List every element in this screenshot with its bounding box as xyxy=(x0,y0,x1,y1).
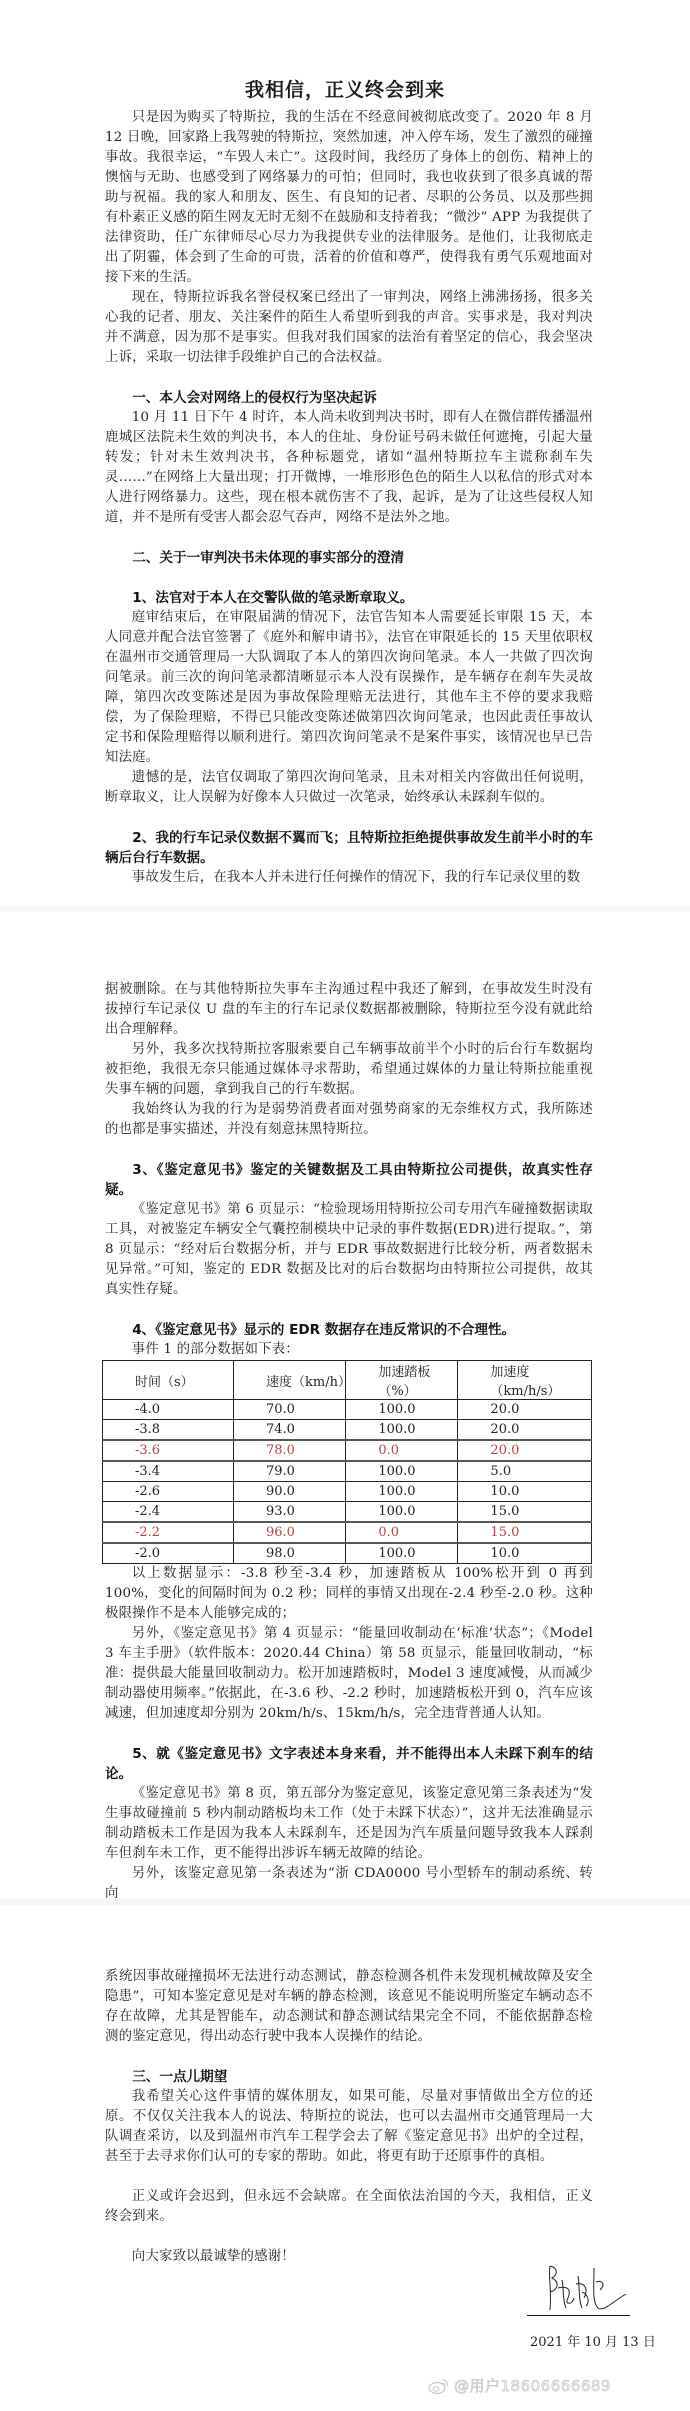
cell-acceleration: 5.0 xyxy=(458,1461,592,1482)
item-4-paragraph-2: 另外，《鉴定意见书》第 4 页显示：“能量回收制动在‘标准’状态”；《Model 3 车主手册》（软件版本：2020.44 China）第 58 页显示，能量回收制动，“标准：提供最大能量回收制动力。松开加速踏板时，Model 3 速度减慢，从而减少制动器使用频率。”依据此，在-3.6 秒、-2.2 秒时，加速踏板松开到 0，汽车应该减速，但加速度却分别为 20km/h/s、15km/h/s，完全违背普通人认知。 xyxy=(105,1626,593,1721)
table-header-row xyxy=(103,1361,592,1400)
page2-body xyxy=(105,980,593,1904)
section-3-heading: 三、一点儿期望 xyxy=(132,2069,228,2085)
cell-time: -3.4 xyxy=(103,1461,234,1482)
item-5-paragraph-2: 另外，该鉴定意见第一条表述为“浙 CDA0000 号小型轿车的制动系统、转向 xyxy=(105,1866,593,1901)
page3-body xyxy=(105,1967,593,2267)
weibo-watermark xyxy=(428,2375,611,2396)
column-header-speed: 速度（km/h） xyxy=(234,1361,346,1400)
cell-accelerator: 100.0 xyxy=(346,1420,458,1441)
cell-speed: 93.0 xyxy=(234,1502,346,1523)
item-1-heading: 1、法官对于本人在交警队做的笔录断章取义。 xyxy=(132,590,414,606)
table-row-highlighted xyxy=(103,1522,592,1543)
cell-accelerator: 100.0 xyxy=(346,1461,458,1482)
cell-accelerator: 100.0 xyxy=(346,1482,458,1502)
signature-date: 2021 年 10 月 13 日 xyxy=(530,2335,656,2350)
cell-time: -2.0 xyxy=(103,1543,234,1564)
item-5-paragraph-1: 《鉴定意见书》第 8 页，第五部分为鉴定意见，该鉴定意见第三条表述为“发生事故碰撞前 5 秒内制动踏板均未工作（处于未踩下状态）”，这并无法准确显示制动踏板未工作是因为我本人未踩刹车，还是因为汽车质量问题导致我本人踩刹车但刹车未工作，更不能得出涉诉车辆无故障的结论。 xyxy=(105,1786,593,1861)
signature-line xyxy=(527,2315,630,2316)
item-2-continuation: 据被删除。在与其他特斯拉失事车主沟通过程中我还了解到，在事故发生时没有拔掉行车记录仪 U 盘的车主的行车记录仪数据都被删除，特斯拉至今没有就此给出合理解释。 xyxy=(105,982,593,1037)
table-row xyxy=(103,1420,592,1441)
cell-time: -3.8 xyxy=(103,1420,234,1441)
item-5-heading: 5、就《鉴定意见书》文字表述本身来看，并不能得出本人未踩下刹车的结论。 xyxy=(105,1746,593,1782)
cell-acceleration: 20.0 xyxy=(458,1440,592,1461)
item-4-paragraph-1: 以上数据显示：-3.8 秒至-3.4 秒，加速踏板从 100%松开到 0 再到 100%，变化的间隔时间为 0.2 秒；同样的事情又出现在-2.4 秒至-2.0 秒。这种极限操作不是本人能够完成的； xyxy=(105,1566,593,1621)
cell-acceleration: 20.0 xyxy=(458,1420,592,1441)
table-caption: 事件 1 的部分数据如下表： xyxy=(131,1342,299,1357)
column-header-acceleration: 加速度（km/h/s） xyxy=(458,1361,592,1400)
cell-time: -2.6 xyxy=(103,1482,234,1502)
table-row-highlighted xyxy=(103,1440,592,1461)
edr-data-table xyxy=(102,1360,592,1564)
cell-speed: 74.0 xyxy=(234,1420,346,1441)
table-row xyxy=(103,1502,592,1523)
document-title: 我相信，正义终会到来 xyxy=(244,79,445,101)
handwritten-signature xyxy=(528,2258,633,2318)
cell-acceleration: 10.0 xyxy=(458,1482,592,1502)
column-header-accelerator: 加速踏板（%） xyxy=(346,1361,458,1400)
cell-acceleration: 20.0 xyxy=(458,1400,592,1420)
cell-acceleration: 15.0 xyxy=(458,1522,592,1543)
item-3-heading: 3、《鉴定意见书》鉴定的关键数据及工具由特斯拉公司提供，故真实性存疑。 xyxy=(105,1162,593,1198)
document-page-2 xyxy=(0,912,690,1899)
cell-speed: 70.0 xyxy=(234,1400,346,1420)
cell-accelerator: 100.0 xyxy=(346,1543,458,1564)
cell-time: -4.0 xyxy=(103,1400,234,1420)
page1-body xyxy=(105,108,593,888)
document-page-3 xyxy=(0,1905,690,2411)
table-row xyxy=(103,1400,592,1420)
cell-speed: 90.0 xyxy=(234,1482,346,1502)
cell-time: -3.6 xyxy=(103,1440,234,1461)
weibo-icon xyxy=(428,2377,450,2395)
cell-acceleration: 10.0 xyxy=(458,1543,592,1564)
intro-paragraph-2: 现在，特斯拉诉我名誉侵权案已经出了一审判决，网络上沸沸扬扬，很多关心我的记者、朋友、关注案件的陌生人希望听到我的声音。实事求是，我对判决并不满意，因为那不是事实。但我对我们国家的法治有着坚定的信心，我会坚决上诉，采取一切法律手段维护自己的合法权益。 xyxy=(105,290,593,365)
section-1-paragraph: 10 月 11 日下午 4 时许，本人尚未收到判决书时，即有人在微信群传播温州鹿城区法院未生效的判决书，本人的住址、身份证号码未做任何遮掩，引起大量转发；针对未生效判决书，各种标题党，诸如“温州特斯拉车主谎称刹车失灵……”在网络上大量出现；打开微博，一堆形形色色的陌生人以私信的形式对本人进行网络暴力。这些，现在根本就伤害不了我，起诉，是为了让这些侵权人知道，并不是所有受害人都会忍气吞声，网络不是法外之地。 xyxy=(105,410,593,525)
table-row xyxy=(103,1461,592,1482)
table-row xyxy=(103,1482,592,1502)
cell-acceleration: 15.0 xyxy=(458,1502,592,1523)
cell-accelerator: 0.0 xyxy=(346,1522,458,1543)
item-1-paragraph-2: 遗憾的是，法官仅调取了第四次询问笔录，且未对相关内容做出任何说明，断章取义，让人误解为好像本人只做过一次笔录，始终承认未踩刹车似的。 xyxy=(105,770,593,805)
item-4-heading: 4、《鉴定意见书》显示的 EDR 数据存在违反常识的不合理性。 xyxy=(132,1322,516,1338)
cell-speed: 79.0 xyxy=(234,1461,346,1482)
item-2-heading: 2、我的行车记录仪数据不翼而飞；且特斯拉拒绝提供事故发生前半小时的车辆后台行车数据。 xyxy=(105,830,593,866)
item-2-paragraph-2: 另外，我多次找特斯拉客服索要自己车辆事故前半个小时的后台行车数据均被拒绝，我很无奈只能通过媒体寻求帮助，希望通过媒体的力量让特斯拉能重视失事车辆的问题，拿到我自己的行车数据。 xyxy=(105,1042,593,1097)
cell-accelerator: 100.0 xyxy=(346,1400,458,1420)
document-page-1 xyxy=(0,0,690,906)
column-header-time: 时间（s） xyxy=(103,1361,234,1400)
thanks-line: 向大家致以最诚挚的感谢！ xyxy=(131,2249,295,2264)
cell-speed: 96.0 xyxy=(234,1522,346,1543)
table-body xyxy=(103,1400,592,1564)
section-1-heading: 一、本人会对网络上的侵权行为坚决起诉 xyxy=(132,390,377,406)
cell-speed: 98.0 xyxy=(234,1543,346,1564)
item-2-paragraph-1: 事故发生后，在我本人并未进行任何操作的情况下，我的行车记录仪里的数 xyxy=(131,870,581,885)
watermark-text: @用户18606666689 xyxy=(454,2377,611,2395)
cell-time: -2.2 xyxy=(103,1522,234,1543)
table-row xyxy=(103,1543,592,1564)
section-2-heading: 二、关于一审判决书未体现的事实部分的澄清 xyxy=(132,550,405,566)
cell-accelerator: 100.0 xyxy=(346,1502,458,1523)
item-2-paragraph-3: 我始终认为我的行为是弱势消费者面对强势商家的无奈维权方式，我所陈述的也都是事实描述，并没有刻意抹黑特斯拉。 xyxy=(105,1102,593,1137)
item-3-paragraph: 《鉴定意见书》第 6 页显示：“检验现场用特斯拉公司专用汽车碰撞数据读取工具，对被鉴定车辆安全气囊控制模块中记录的事件数据(EDR)进行提取。”，第 8 页显示：“经对后台数据分析，并与 EDR 事故数据进行比较分析，两者数据未见异常。”可知，鉴定的 EDR 数据及比对的后台数据均由特斯拉公司提供，故其真实性存疑。 xyxy=(105,1202,593,1297)
item-5-continuation: 系统因事故碰撞损坏无法进行动态测试，静态检测各机件未发现机械故障及安全隐患”，可知本鉴定意见是对车辆的静态检测，该意见不能说明所鉴定车辆动态不存在故障，尤其是智能车，动态测试和静态测试结果完全不同，不能依据静态检测的鉴定意见，得出动态行驶中我本人误操作的结论。 xyxy=(105,1969,593,2044)
cell-speed: 78.0 xyxy=(234,1440,346,1461)
closing-paragraph: 正义或许会迟到，但永远不会缺席。在全面依法治国的今天，我相信，正义终会到来。 xyxy=(105,2189,593,2224)
cell-time: -2.4 xyxy=(103,1502,234,1523)
cell-accelerator: 0.0 xyxy=(346,1440,458,1461)
intro-paragraph-1: 只是因为购买了特斯拉，我的生活在不经意间被彻底改变了。2020 年 8 月 12 日晚，回家路上我驾驶的特斯拉，突然加速，冲入停车场，发生了激烈的碰撞事故。我很幸运，“车毁人未亡”。这段时间，我经历了身体上的创伤、精神上的懊恼与无助、也感受到了网络暴力的可怕；但同时，我也收获到了很多真诚的帮助与祝福。我的家人和朋友、医生、有良知的记者、尽职的公务员、以及那些拥有朴素正义感的陌生网友无时无刻不在鼓励和支持着我；“微沙” APP 为我提供了法律资助，任广东律师尽心尽力为我提供专业的法律服务。是他们，让我彻底走出了阴霾，体会到了生命的可贵，活着的价值和尊严，使得我有勇气乐观地面对接下来的生活。 xyxy=(105,110,593,285)
section-3-paragraph: 我希望关心这件事情的媒体朋友，如果可能，尽量对事情做出全方位的还原。不仅仅关注我本人的说法、特斯拉的说法，也可以去温州市交通管理局一大队调查采访，以及到温州市汽车工程学会去了解《鉴定意见书》出炉的全过程，甚至于去寻求你们认可的专家的帮助。如此，将更有助于还原事件的真相。 xyxy=(105,2089,593,2164)
item-1-paragraph-1: 庭审结束后，在审限届满的情况下，法官告知本人需要延长审限 15 天，本人同意并配合法官签署了《庭外和解申请书》，法官在审限延长的 15 天里依职权在温州市交通管理局一大队调取了本人的第四次询问笔录。本人一共做了四次询问笔录。前三次的询问笔录都清晰显示本人没有误操作，是车辆存在刹车失灵故障，第四次改变陈述是因为事故保险理赔无法进行，其他车主不停的要求我赔偿，为了保险理赔，不得已只能改变陈述做第四次询问笔录，也因此责任事故认定书和保险理赔得以顺利进行。第四次询问笔录不是案件事实，该情况也早已告知法庭。 xyxy=(105,610,593,765)
